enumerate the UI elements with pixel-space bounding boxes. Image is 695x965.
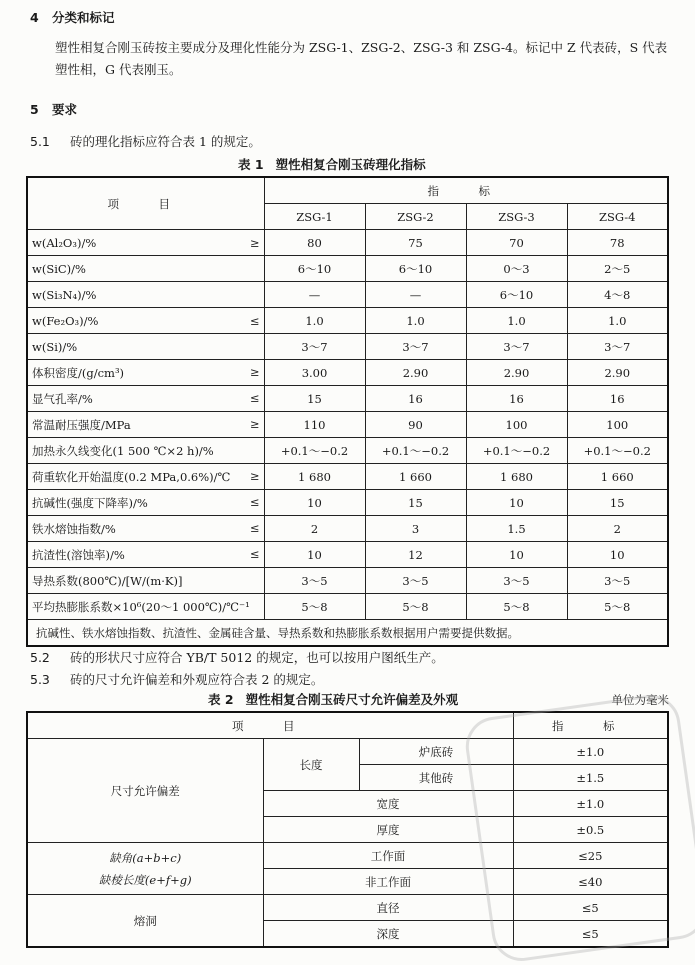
nonworking-face-label: 非工作面 xyxy=(263,869,513,895)
value-cell: 70 xyxy=(466,230,567,256)
table-row xyxy=(27,594,668,620)
value-cell: 90 xyxy=(365,412,466,438)
property-label: 抗碱性(强度下降率)/% xyxy=(32,495,148,510)
table-row xyxy=(27,282,668,308)
section-title: 要求 xyxy=(52,102,78,117)
value-cell: 15 xyxy=(264,386,365,412)
property-cell xyxy=(27,256,264,282)
value-cell: +0.1～−0.2 xyxy=(466,438,567,464)
property-cell xyxy=(27,516,264,542)
value-cell: 1 680 xyxy=(466,464,567,490)
property-cell xyxy=(27,490,264,516)
comparison-symbol: ≥ xyxy=(249,364,260,379)
width-value: ±1.0 xyxy=(513,791,668,817)
table-row xyxy=(27,334,668,360)
section-number: 4 xyxy=(30,10,39,25)
corner-label: 缺角(a+b+c) xyxy=(109,850,182,865)
table-title: 塑性相复合刚玉砖尺寸允许偏差及外观 xyxy=(245,692,459,707)
cavity-label: 熔洞 xyxy=(27,895,263,948)
dim-group-label: 尺寸允许偏差 xyxy=(27,739,263,843)
property-label: 加热永久线变化(1 500 ℃×2 h)/% xyxy=(32,443,214,458)
value-cell: 2～5 xyxy=(567,256,668,282)
table-row xyxy=(27,412,668,438)
value-cell: 5～8 xyxy=(264,594,365,620)
table-row xyxy=(27,464,668,490)
value-cell: 1 660 xyxy=(567,464,668,490)
clause-5-2 xyxy=(30,648,444,666)
diameter-label: 直径 xyxy=(263,895,513,921)
header-index-label: 指 标 xyxy=(552,718,629,733)
value-cell: 78 xyxy=(567,230,668,256)
header-item xyxy=(27,177,264,230)
table-row xyxy=(27,490,668,516)
property-label: 显气孔率/% xyxy=(32,391,93,406)
header-item xyxy=(27,712,513,739)
value-cell: 3～7 xyxy=(264,334,365,360)
header-index xyxy=(264,177,668,204)
property-label: 导热系数(800℃)/[W/(m·K)] xyxy=(32,573,183,588)
furnace-bottom-label: 炉底砖 xyxy=(359,739,513,765)
table-row xyxy=(27,542,668,568)
value-cell: 6～10 xyxy=(466,282,567,308)
value-cell: 12 xyxy=(365,542,466,568)
table-note-row xyxy=(27,620,668,647)
property-label: 抗渣性(溶蚀率)/% xyxy=(32,547,125,562)
property-cell xyxy=(27,386,264,412)
value-cell: 1.0 xyxy=(466,308,567,334)
property-cell xyxy=(27,412,264,438)
property-label: 铁水熔蚀指数/% xyxy=(32,521,116,536)
value-cell: 6～10 xyxy=(264,256,365,282)
value-cell: 1.0 xyxy=(264,308,365,334)
value-cell: 2.90 xyxy=(567,360,668,386)
table-row xyxy=(27,230,668,256)
section-number: 5 xyxy=(30,102,39,117)
working-face-value: ≤25 xyxy=(513,843,668,869)
header-index xyxy=(513,712,668,739)
value-cell: 1.5 xyxy=(466,516,567,542)
value-cell: 2 xyxy=(264,516,365,542)
property-label: w(Fe₂O₃)/% xyxy=(32,313,99,328)
value-cell: 10 xyxy=(466,490,567,516)
property-label: 荷重软化开始温度(0.2 MPa,0.6%)/℃ xyxy=(32,469,231,484)
corner-edge-label xyxy=(27,843,263,895)
value-cell: 10 xyxy=(264,490,365,516)
section-5-heading xyxy=(30,100,77,118)
property-cell xyxy=(27,594,264,620)
value-cell: 16 xyxy=(567,386,668,412)
table-title: 塑性相复合刚玉砖理化指标 xyxy=(275,157,426,172)
grade-header: ZSG-1 xyxy=(264,204,365,230)
value-cell: 3～7 xyxy=(365,334,466,360)
clause-number: 5.3 xyxy=(30,672,50,687)
furnace-bottom-value: ±1.0 xyxy=(513,739,668,765)
value-cell: 80 xyxy=(264,230,365,256)
depth-value: ≤5 xyxy=(513,921,668,948)
property-label: 体积密度/(g/cm³) xyxy=(32,365,125,380)
value-cell: 5～8 xyxy=(567,594,668,620)
comparison-symbol: ≥ xyxy=(249,416,260,431)
length-label: 长度 xyxy=(263,739,359,791)
value-cell: 3～5 xyxy=(264,568,365,594)
comparison-symbol: ≥ xyxy=(249,468,260,483)
value-cell: 1.0 xyxy=(365,308,466,334)
thickness-value: ±0.5 xyxy=(513,817,668,843)
section-title: 分类和标记 xyxy=(52,10,115,25)
diameter-value: ≤5 xyxy=(513,895,668,921)
value-cell: 1 660 xyxy=(365,464,466,490)
value-cell: 3～5 xyxy=(466,568,567,594)
table-1-caption xyxy=(238,155,426,173)
working-face-label: 工作面 xyxy=(263,843,513,869)
table-number: 表 1 xyxy=(238,157,264,172)
clause-number: 5.2 xyxy=(30,650,50,665)
value-cell: 2.90 xyxy=(466,360,567,386)
comparison-symbol: ≤ xyxy=(249,390,260,405)
property-label: w(SiC)/% xyxy=(32,261,86,276)
clause-number: 5.1 xyxy=(30,134,50,149)
comparison-symbol: ≤ xyxy=(249,546,260,561)
comparison-symbol: ≤ xyxy=(249,313,260,328)
value-cell: 2.90 xyxy=(365,360,466,386)
header-item-label: 项 目 xyxy=(107,196,184,211)
value-cell: 5～8 xyxy=(466,594,567,620)
property-label: w(Si₃N₄)/% xyxy=(32,287,97,302)
other-brick-label: 其他砖 xyxy=(359,765,513,791)
property-cell xyxy=(27,360,264,386)
table-2-caption xyxy=(208,690,458,708)
property-cell xyxy=(27,568,264,594)
depth-label: 深度 xyxy=(263,921,513,948)
nonworking-face-value: ≤40 xyxy=(513,869,668,895)
thickness-label: 厚度 xyxy=(263,817,513,843)
value-cell: — xyxy=(365,282,466,308)
clause-text: 砖的形状尺寸应符合 YB/T 5012 的规定，也可以按用户图纸生产。 xyxy=(70,650,444,665)
value-cell: 3～5 xyxy=(567,568,668,594)
comparison-symbol: ≥ xyxy=(249,235,260,250)
value-cell: 16 xyxy=(466,386,567,412)
value-cell: 15 xyxy=(567,490,668,516)
table-1 xyxy=(26,176,669,647)
property-cell xyxy=(27,438,264,464)
section-4-text: 塑性相复合刚玉砖按主要成分及理化性能分为 ZSG-1、ZSG-2、ZSG-3 和 ZSG-4。标记中 Z 代表砖，S 代表塑性相，G 代表刚玉。 xyxy=(55,40,668,77)
clause-5-1 xyxy=(30,132,261,150)
table-note: 抗碱性、铁水熔蚀指数、抗渣性、金属硅含量、导热系数和热膨胀系数根据用户需要提供数据。 xyxy=(27,620,668,647)
value-cell: 5～8 xyxy=(365,594,466,620)
comparison-symbol: ≤ xyxy=(249,494,260,509)
value-cell: 110 xyxy=(264,412,365,438)
value-cell: — xyxy=(264,282,365,308)
edge-label: 缺棱长度(e+f+g) xyxy=(98,872,192,887)
value-cell: 3.00 xyxy=(264,360,365,386)
value-cell: 15 xyxy=(365,490,466,516)
comparison-symbol: ≤ xyxy=(249,520,260,535)
value-cell: 10 xyxy=(264,542,365,568)
clause-5-3 xyxy=(30,670,323,688)
value-cell: 1.0 xyxy=(567,308,668,334)
table-row xyxy=(27,308,668,334)
value-cell: 100 xyxy=(567,412,668,438)
header-index-label: 指 标 xyxy=(427,183,504,198)
value-cell: +0.1～−0.2 xyxy=(264,438,365,464)
section-4-heading xyxy=(30,8,115,26)
value-cell: 3～7 xyxy=(466,334,567,360)
value-cell: 10 xyxy=(466,542,567,568)
property-cell xyxy=(27,230,264,256)
table-row xyxy=(27,516,668,542)
value-cell: +0.1～−0.2 xyxy=(567,438,668,464)
table-2 xyxy=(26,711,669,948)
value-cell: 16 xyxy=(365,386,466,412)
table-number: 表 2 xyxy=(208,692,234,707)
header-item-label: 项 目 xyxy=(232,718,309,733)
property-label: 平均热膨胀系数×10⁶(20～1 000℃)/℃⁻¹ xyxy=(32,599,250,614)
grade-header: ZSG-2 xyxy=(365,204,466,230)
value-cell: 6～10 xyxy=(365,256,466,282)
value-cell: 1 680 xyxy=(264,464,365,490)
value-cell: 2 xyxy=(567,516,668,542)
value-cell: 3～7 xyxy=(567,334,668,360)
property-cell xyxy=(27,334,264,360)
property-label: w(Si)/% xyxy=(32,339,78,354)
value-cell: 10 xyxy=(567,542,668,568)
grade-header: ZSG-3 xyxy=(466,204,567,230)
property-cell xyxy=(27,308,264,334)
property-cell xyxy=(27,464,264,490)
value-cell: 3～5 xyxy=(365,568,466,594)
other-brick-value: ±1.5 xyxy=(513,765,668,791)
value-cell: 100 xyxy=(466,412,567,438)
table-row xyxy=(27,360,668,386)
width-label: 宽度 xyxy=(263,791,513,817)
table-row xyxy=(27,256,668,282)
value-cell: 4～8 xyxy=(567,282,668,308)
grade-header: ZSG-4 xyxy=(567,204,668,230)
value-cell: 75 xyxy=(365,230,466,256)
clause-text: 砖的理化指标应符合表 1 的规定。 xyxy=(70,134,261,149)
table-row xyxy=(27,568,668,594)
unit-note: 单位为毫米 xyxy=(611,693,669,707)
table-row xyxy=(27,438,668,464)
value-cell: +0.1～−0.2 xyxy=(365,438,466,464)
clause-text: 砖的尺寸允许偏差和外观应符合表 2 的规定。 xyxy=(70,672,324,687)
property-label: 常温耐压强度/MPa xyxy=(32,417,131,432)
property-cell xyxy=(27,282,264,308)
value-cell: 3 xyxy=(365,516,466,542)
property-cell xyxy=(27,542,264,568)
table-row xyxy=(27,386,668,412)
property-label: w(Al₂O₃)/% xyxy=(32,235,97,250)
value-cell: 0～3 xyxy=(466,256,567,282)
